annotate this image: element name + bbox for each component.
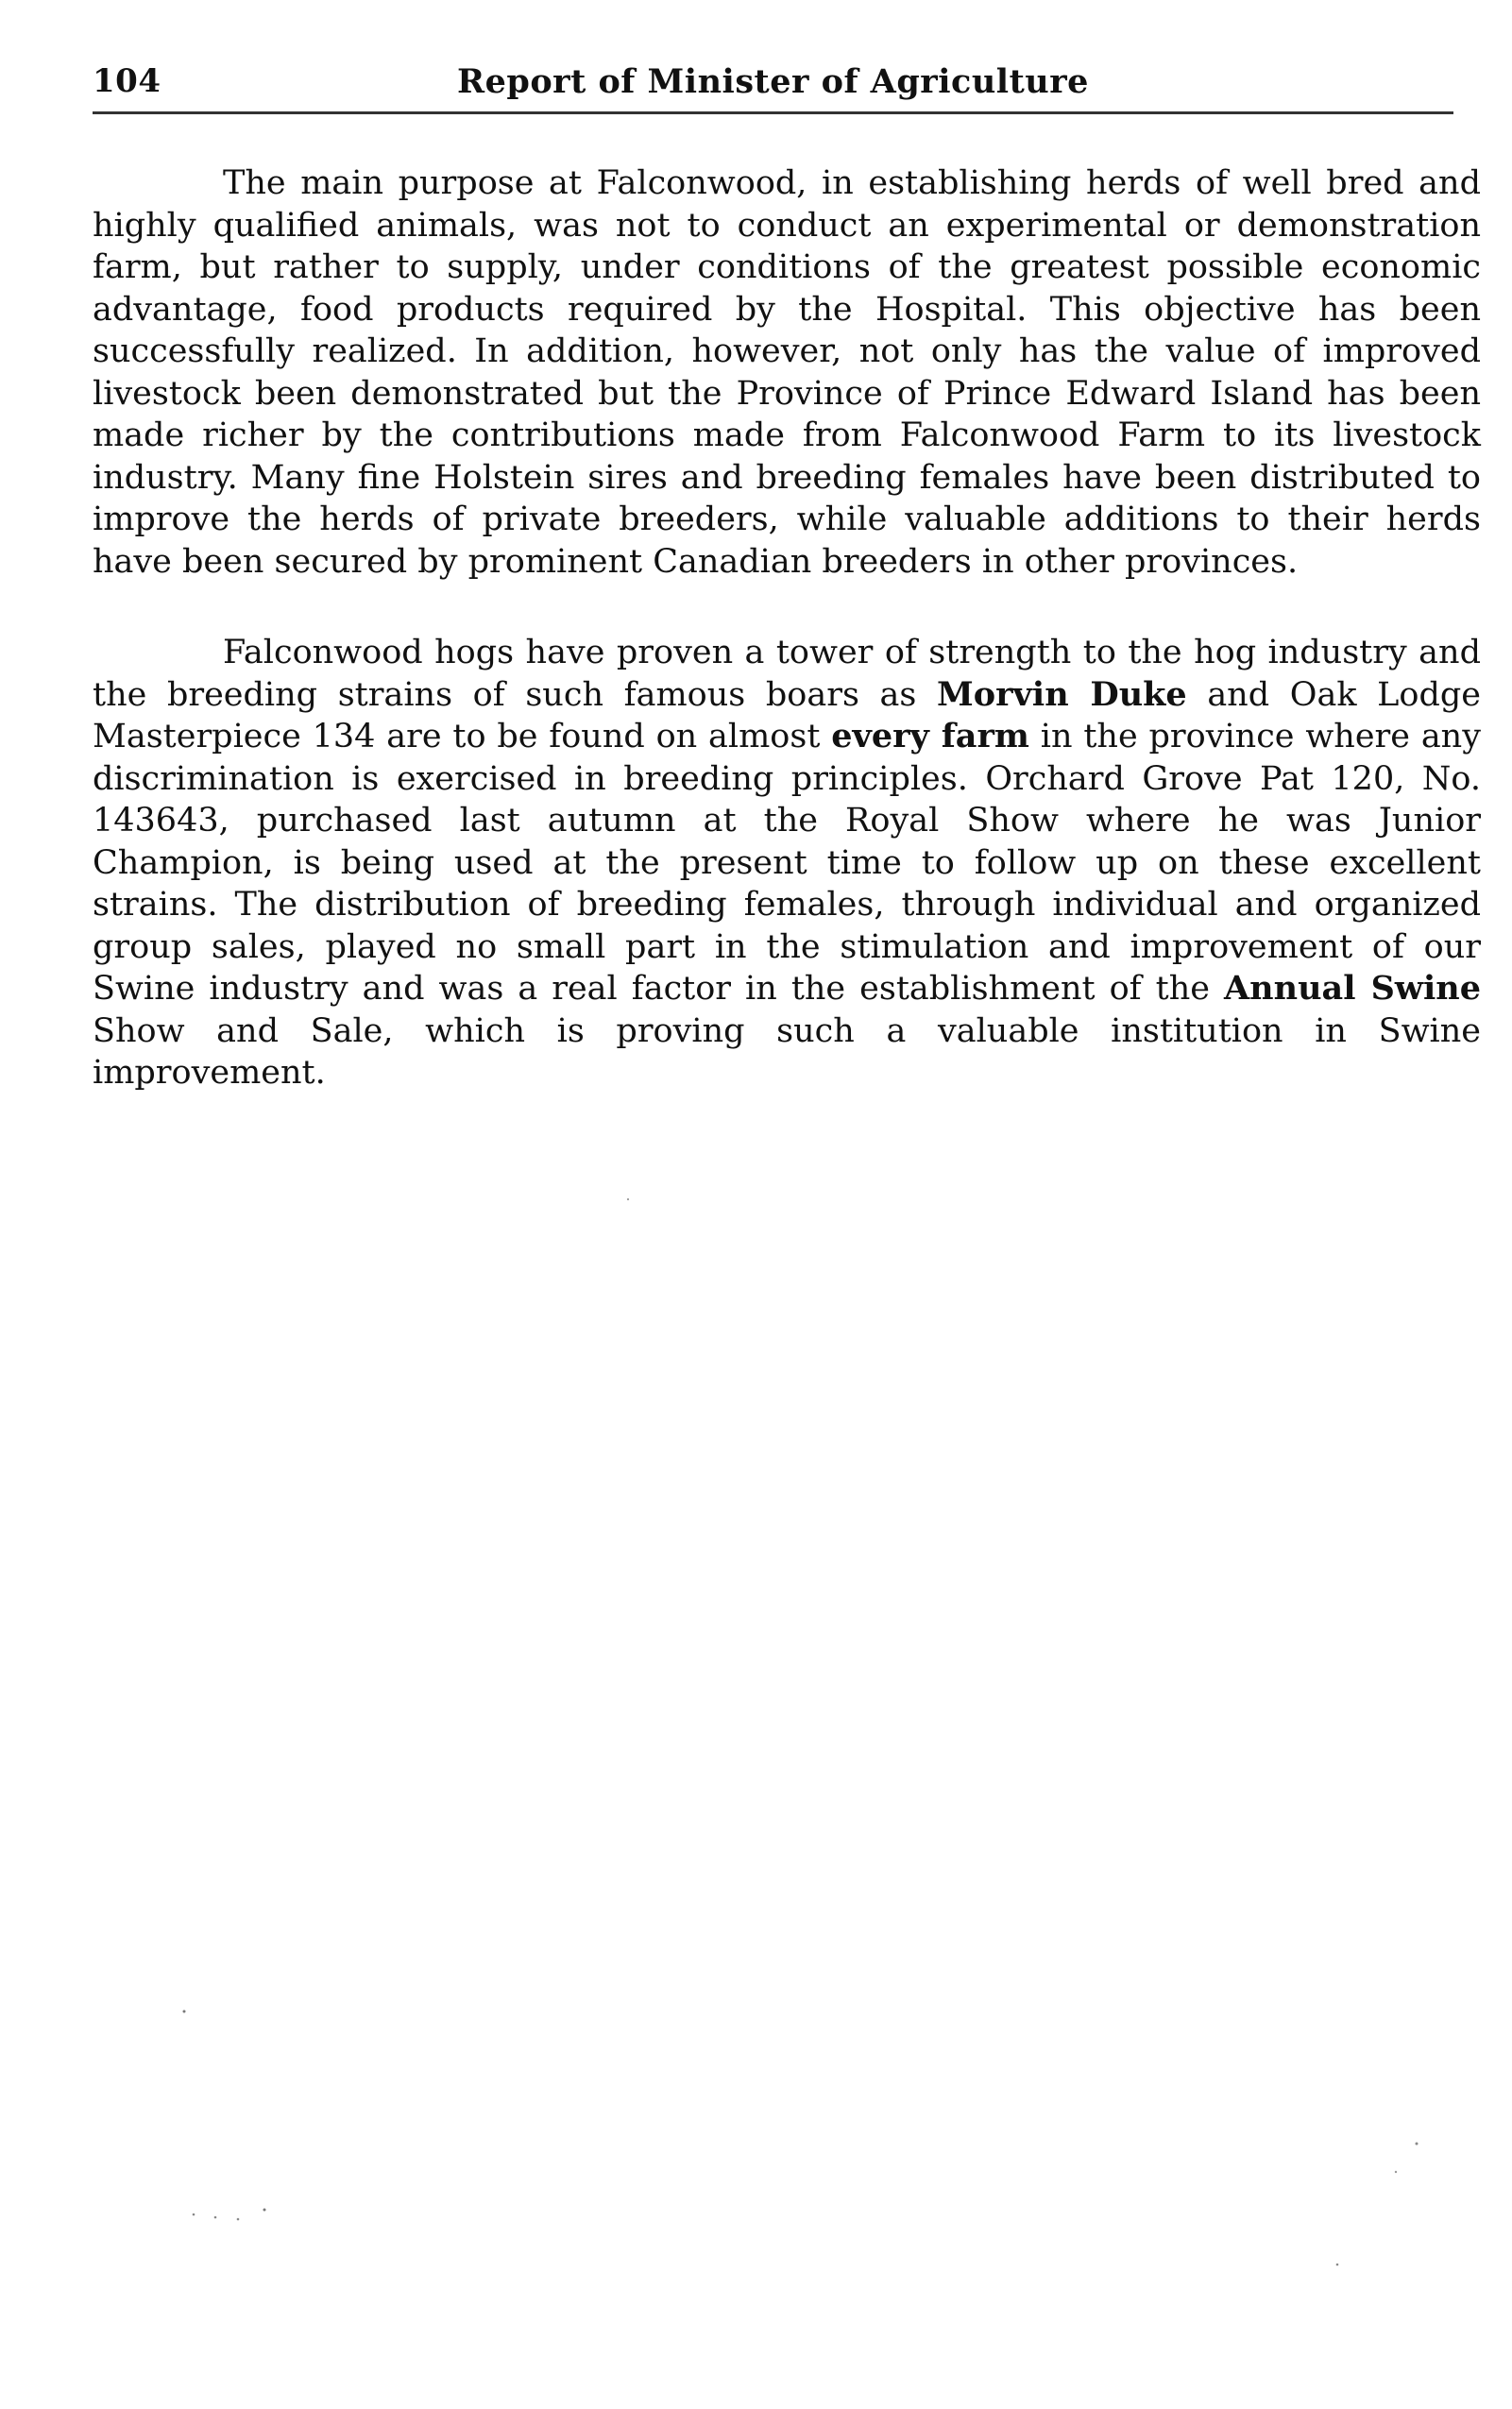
scan-speck [183,2010,186,2013]
page-number: 104 [93,62,161,100]
bold-phrase-annual-swine: Annual Swine [1224,969,1482,1008]
scan-speck [263,2209,266,2212]
scan-speck [193,2214,195,2216]
paragraph-falconwood-hogs [93,632,1481,1094]
paragraph-falconwood-purpose: The main purpose at Falconwood, in establishing herds of well bred and highly qualified animals, was not to conduct an experimental or demonstration farm, but rather to supply, under conditions of the greatest possible economic advantage, food products required by the Hospital. This objective has been successfully realized. In addition, however, not only has the value of improved livestock been demonstrated but the Province of Prince Edward Island has been made richer by the contributions made from Falconwood Farm to its livestock industry. Many fine Holstein sires and breeding females have been distributed to improve the herds of private breeders, while valuable additions to their herds have been secured by prominent Canadian breeders in other provinces. [93,164,1481,581]
scan-speck [1416,2143,1419,2146]
running-title: Report of Minister of Agriculture [457,62,1089,101]
page-header [93,57,1453,113]
bold-phrase-morvin-duke: Morvin Duke [937,674,1187,714]
scan-speck [1395,2171,1397,2173]
scan-speck [1336,2264,1339,2266]
paragraph-text-segment: Show and Sale, which is proving such a valuable institution in Swine improvement. [93,1011,1481,1092]
paragraph-text-segment: and Oak Lodge Masterpiece 134 are to be found on almost [93,675,1482,755]
body-text [93,162,1481,1094]
scan-speck [237,2218,240,2221]
scan-speck [627,1198,629,1200]
paragraph-text-segment: Falconwood hogs have proven a tower of strength to the hog industry and the breeding strains of such famous boars as [93,634,1481,714]
paragraph-text-segment: in the province where any discrimination is exercised in breeding principles. Orchard Grove Pat 120, No. 143643, purchased last autumn at the Royal Show where he was Junior Champion, is being used at the present time to follow up on these excellent strains. The distribution of breeding females, through individual and organized group sales, played no small part in the stimulation and improvement of our Swine industry and was a real factor in the establishment of the [93,718,1481,1008]
header-rule [93,111,1453,114]
bold-phrase-every-farm: every farm [831,717,1029,755]
scan-speck [214,2216,217,2219]
